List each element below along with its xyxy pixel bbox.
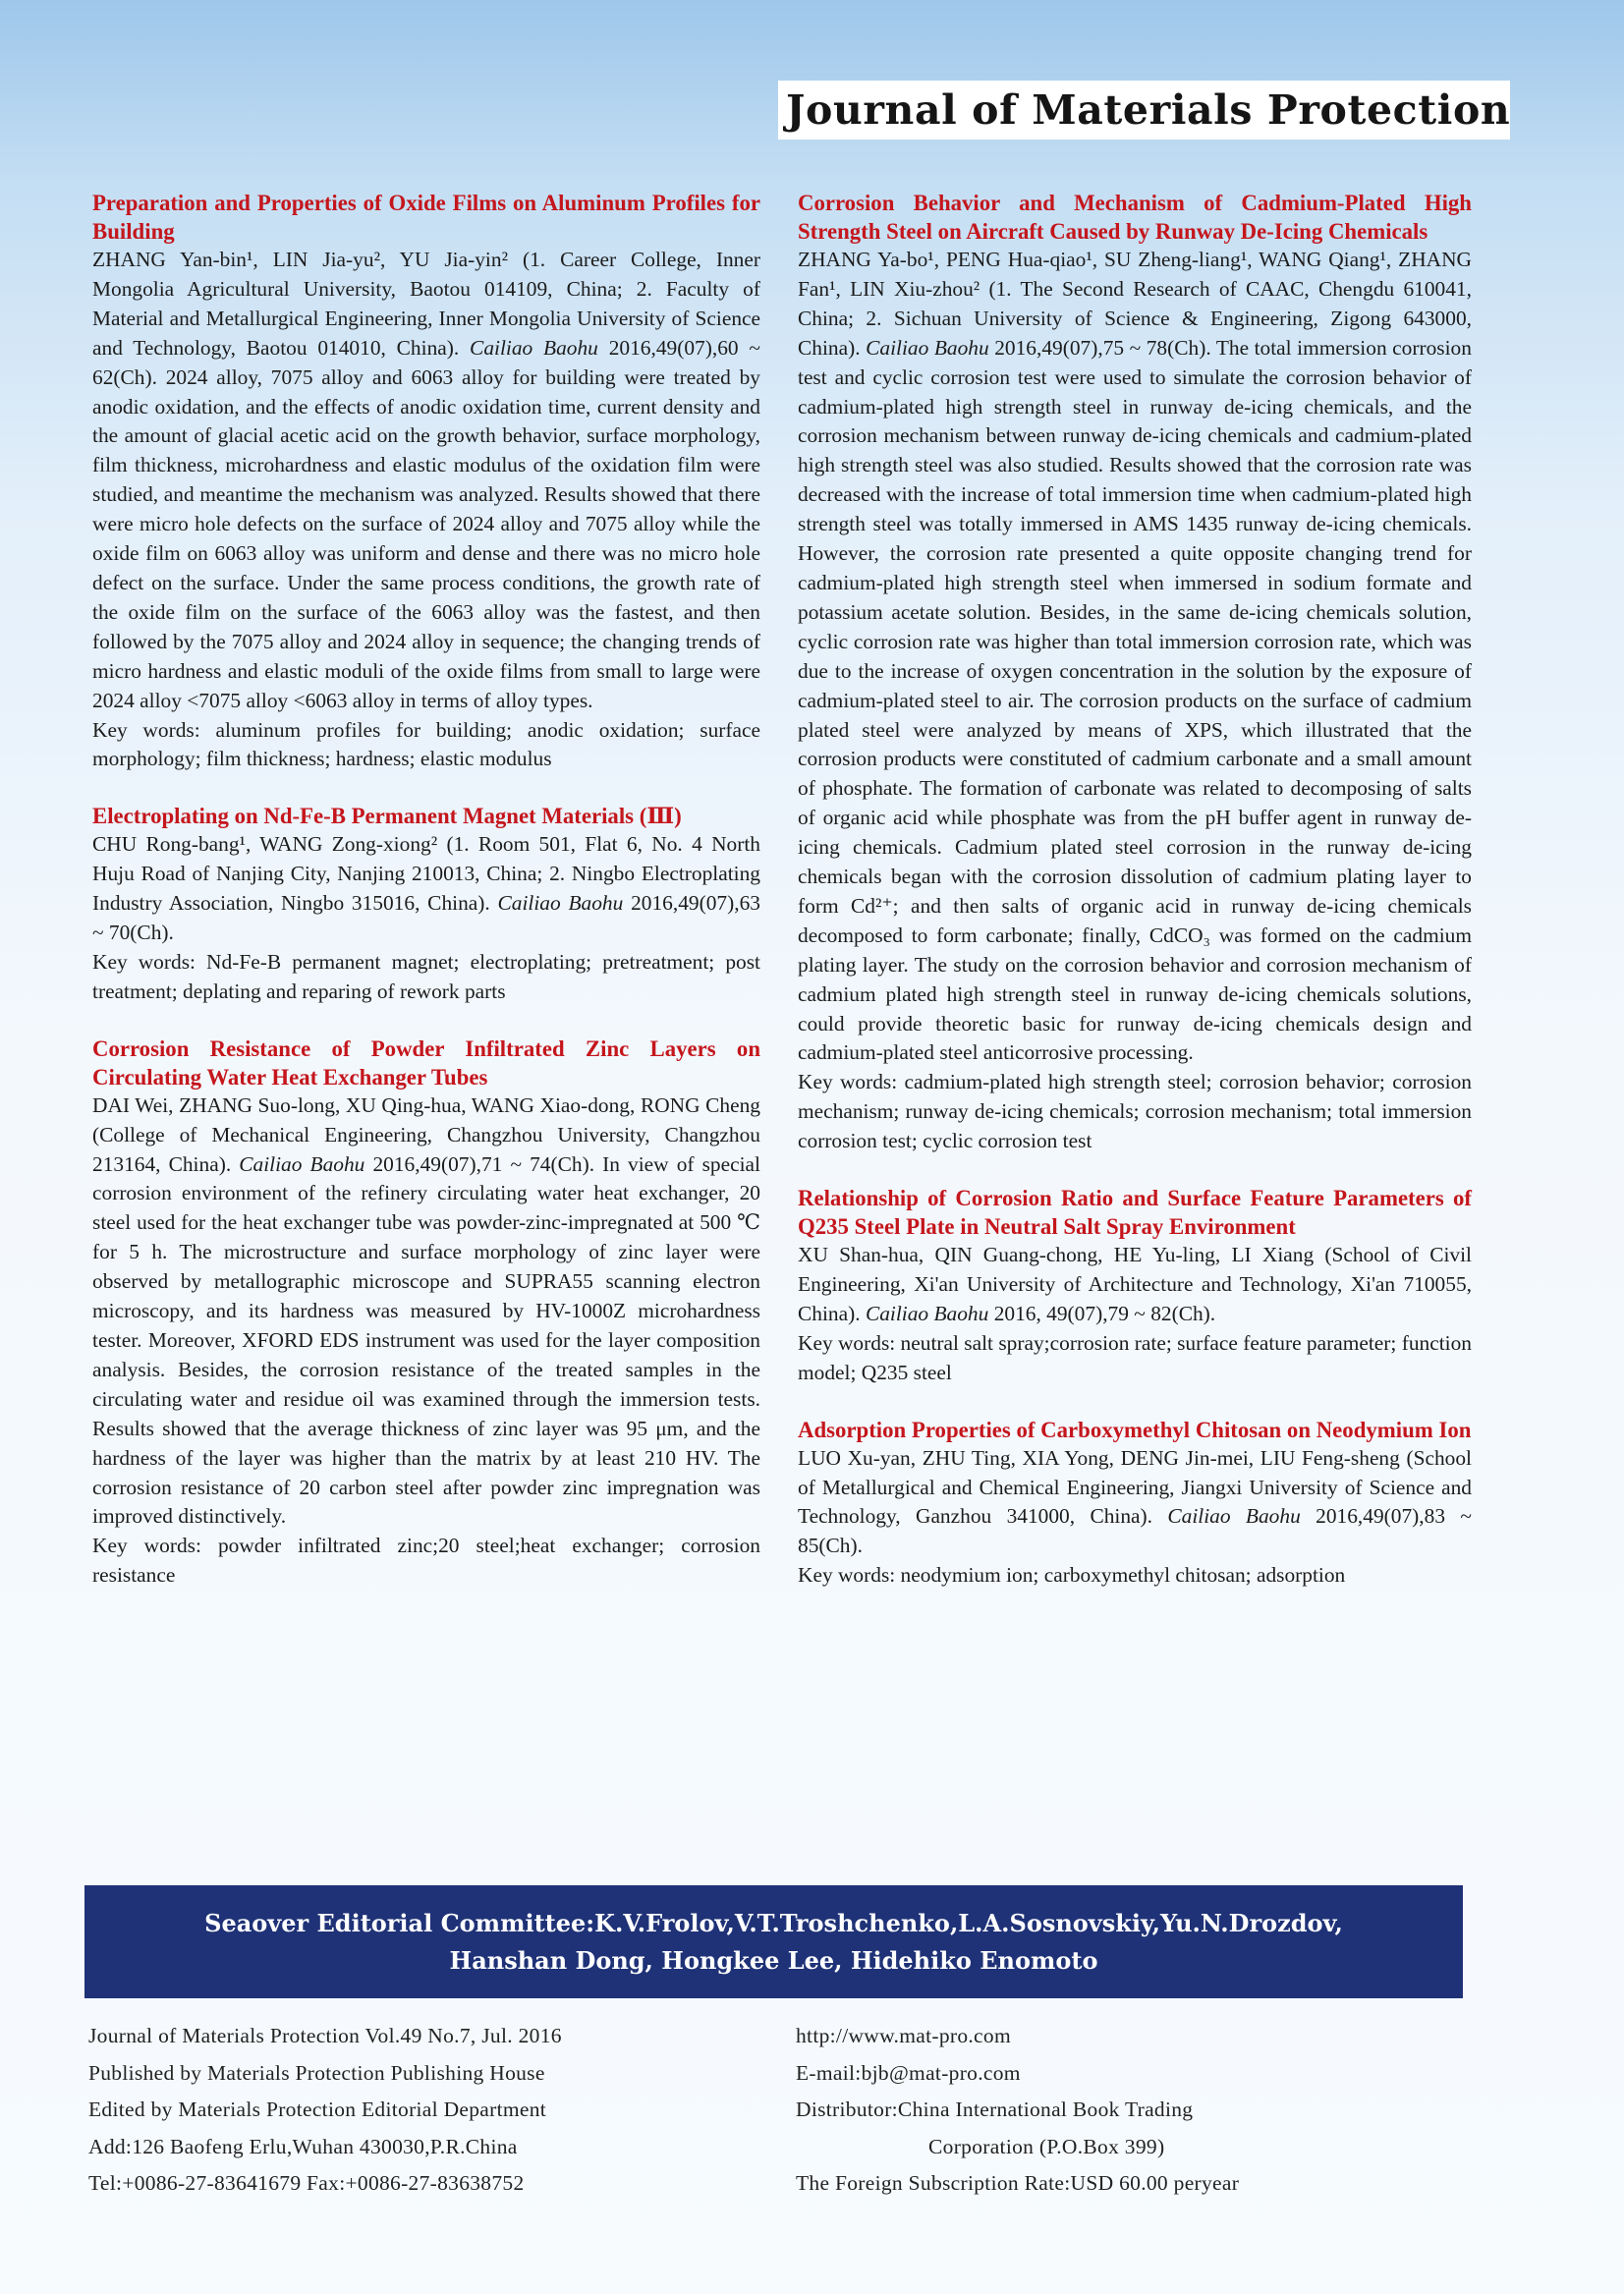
- article-source: Cailiao Baohu: [865, 1301, 989, 1325]
- article-source: Cailiao Baohu: [1167, 1504, 1301, 1529]
- banner-line: Seaover Editorial Committee:K.V.Frolov,V.T.Troshchenko,L.A.Sosnovskiy,Yu.N.Drozdov,: [204, 1908, 1343, 1937]
- article-citation: 2016,49(07),75 ~ 78(Ch).: [994, 335, 1211, 360]
- article-title: Adsorption Properties of Carboxymethyl Chitosan on Neodymium Ion: [798, 1417, 1472, 1442]
- article-citation: 2016,49(07),83 ~ 85(Ch).: [798, 1504, 1472, 1558]
- article-source: Cailiao Baohu: [239, 1151, 365, 1176]
- footer-line: Journal of Materials Protection Vol.49 No.7, Jul. 2016: [88, 2024, 562, 2047]
- article-abstract: In view of special corrosion environment of the refinery circulating water heat exchanger, 20 steel used for the heat exchanger tube was powder-zinc-impregnated at 500 ℃ for 5 h. The microstructure and surface morphology of zinc layer were observed by metallographic microscope and SUPRA55 scanning electron microscopy, and its hardness was measured by HV-1000Z microhardness tester. Moreover, XFORD EDS instrument was used for the layer composition analysis. Besides, the corrosion resistance of the treated samples in the circulating water and residue oil was examined through the immersion tests. Results showed that the average thickness of zinc layer was 95 μm, and the hardness of the layer was higher than the matrix by at least 210 HV. The corrosion resistance of 20 carbon steel after powder zinc impregnation was improved distinctively.: [92, 1151, 760, 1529]
- footer-line: Published by Materials Protection Publishing House: [88, 2060, 545, 2085]
- article-body: [92, 1091, 760, 1533]
- article-authors: ZHANG Yan-bin¹, LIN Jia-yu², YU Jia-yin² (1. Career College, Inner Mongolia Agricultural University, Baotou 014109, China; 2. Faculty of Material and Metallurgical Engineering, Inner Mongolia University of Science and Technology, Baotou 014010, China).: [92, 248, 760, 360]
- footer-line: Corporation (P.O.Box 399): [928, 2134, 1165, 2158]
- footer-line: Distributor:China International Book Trading: [796, 2098, 1194, 2122]
- footer-line: Edited by Materials Protection Editorial Department: [88, 2098, 547, 2122]
- article-title: Corrosion Behavior and Mechanism of Cadmium-Plated High Strength Steel on Aircraft Caused by Runway De-Icing Chemicals: [798, 191, 1472, 244]
- article-body: [92, 830, 760, 948]
- article-abstract: 2024 alloy, 7075 alloy and 6063 alloy for building were treated by anodic oxidation, and the effects of anodic oxidation time, current density and the amount of glacial acetic acid on the growth behavior, surface morphology, film thickness, microhardness and elastic modulus of the oxidation film were studied, and meantime the mechanism was analyzed. Results showed that there were micro hole defects on the surface of 2024 alloy and 7075 alloy while the oxide film on 6063 alloy was uniform and dense and there was no micro hole defect on the surface. Under the same process conditions, the growth rate of the oxide film on the surface of the 6063 alloy was the fastest, and then followed by the 7075 alloy and 2024 alloy in sequence; the changing trends of micro hardness and elastic moduli of the oxide films from small to large were 2024 alloy <7075 alloy <6063 alloy in terms of alloy types.: [92, 364, 760, 712]
- article-authors: LUO Xu-yan, ZHU Ting, XIA Yong, DENG Jin-mei, LIU Feng-sheng (School of Metallurgical and Chemical Engineering, Jiangxi University of Science and Technology, Ganzhou 341000, China).: [798, 1445, 1472, 1529]
- article-body: [798, 1444, 1472, 1562]
- article-source: Cailiao Baohu: [470, 335, 598, 360]
- footer-website-link[interactable]: http://www.mat-pro.com: [796, 2024, 1011, 2047]
- article: [798, 1416, 1472, 1592]
- article-authors: XU Shan-hua, QIN Guang-chong, HE Yu-ling, LI Xiang (School of Civil Engineering, Xi'an University of Architecture and Technology, Xi'an 710055, China).: [798, 1243, 1472, 1325]
- article-title: Preparation and Properties of Oxide Films on Aluminum Profiles for Building: [92, 191, 760, 244]
- footer-contact-info: [796, 2018, 1484, 2203]
- article-citation: 2016, 49(07),79 ~ 82(Ch).: [993, 1301, 1216, 1325]
- article-citation: 2016,49(07),63 ~ 70(Ch).: [92, 891, 760, 945]
- editorial-committee-banner: [84, 1885, 1463, 1998]
- article-title: Corrosion Resistance of Powder Infiltrated Zinc Layers on Circulating Water Heat Exchanger Tubes: [92, 1035, 760, 1090]
- article-keywords: Key words: powder infiltrated zinc;20 steel;heat exchanger; corrosion resistance: [92, 1534, 760, 1588]
- article-body: [92, 246, 760, 716]
- article-citation: 2016,49(07),60 ~ 62(Ch).: [92, 335, 760, 389]
- footer-line: Tel:+0086-27-83641679 Fax:+0086-27-83638752: [88, 2171, 525, 2196]
- right-column: [798, 189, 1472, 1618]
- article: [92, 1035, 760, 1591]
- footer-email-link[interactable]: E-mail:bjb@mat-pro.com: [796, 2060, 1021, 2085]
- article: [798, 1184, 1472, 1388]
- article-title: Electroplating on Nd-Fe-B Permanent Magnet Materials (Ⅲ): [92, 804, 682, 829]
- article: [92, 189, 760, 774]
- journal-title: Journal of Materials Protection: [778, 81, 1510, 140]
- article-keywords: Key words: neutral salt spray;corrosion rate; surface feature parameter; function model; Q235 steel: [798, 1330, 1472, 1384]
- article-authors: DAI Wei, ZHANG Suo-long, XU Qing-hua, WANG Xiao-dong, RONG Cheng (College of Mechanical Engineering, Changzhou University, Changzhou 213164, China).: [92, 1092, 760, 1176]
- banner-line: Hanshan Dong, Hongkee Lee, Hidehiko Enomoto: [449, 1945, 1098, 1975]
- article-authors: CHU Rong-bang¹, WANG Zong-xiong² (1. Room 501, Flat 6, No. 4 North Huju Road of Nanjing City, Nanjing 210013, China; 2. Ningbo Electroplating Industry Association, Ningbo 315016, China).: [92, 832, 760, 916]
- article-source: Cailiao Baohu: [497, 891, 624, 916]
- article-abstract: The total immersion corrosion test and cyclic corrosion test were used to simulate the corrosion behavior of cadmium-plated high strength steel in runway de-icing chemicals, and the corrosion mechanism between runway de-icing chemicals and cadmium-plated high strength steel was also studied. Results showed that the corrosion rate was decreased with the increase of total immersion time when cadmium-plated high strength steel was totally immersed in AMS 1435 runway de-icing chemicals. However, the corrosion rate presented a quite opposite changing trend for cadmium-plated high strength steel when immersed in sodium formate and potassium acetate solution. Besides, in the same de-icing chemicals solution, cyclic corrosion rate was higher than total immersion corrosion rate, which was due to the increase of oxygen concentration in the solution by the exposure of cadmium-plated steel to air. The corrosion products on the surface of cadmium plated steel were analyzed by means of XPS, which illustrated that the corrosion products were constituted of cadmium carbonate and a small amount of phosphate. The formation of carbonate was related to decomposing of salts of organic acid while phosphate was from the pH buffer agent in runway de-icing chemicals. Cadmium plated steel corrosion in the runway de-icing chemicals began with the corrosion dissolution of cadmium plating layer to form Cd²⁺; and then salts of organic acid in runway de-icing chemicals decomposed to form carbonate; finally, CdCO₃ was formed on the cadmium plating layer. The study on the corrosion behavior and corrosion mechanism of cadmium plated high strength steel in runway de-icing chemicals solutions, could provide theoretic basic for runway de-icing chemicals design and cadmium-plated steel anticorrosive processing.: [798, 335, 1472, 1065]
- article-source: Cailiao Baohu: [866, 335, 989, 360]
- article-body: [798, 1241, 1472, 1329]
- footer-line: Add:126 Baofeng Erlu,Wuhan 430030,P.R.China: [88, 2134, 518, 2158]
- article: [798, 189, 1472, 1156]
- article-title: Relationship of Corrosion Ratio and Surface Feature Parameters of Q235 Steel Plate in Neutral Salt Spray Environment: [798, 1186, 1472, 1240]
- article: [92, 802, 760, 1006]
- footer-line: The Foreign Subscription Rate:USD 60.00 peryear: [796, 2171, 1240, 2196]
- article-keywords: Key words: Nd-Fe-B permanent magnet; electroplating; pretreatment; post treatment; deplating and reparing of rework parts: [92, 949, 760, 1003]
- article-keywords: Key words: aluminum profiles for building; anodic oxidation; surface morphology; film thickness; hardness; elastic modulus: [92, 717, 760, 771]
- article-body: [798, 246, 1472, 1068]
- footer-publication-info: [88, 2018, 776, 2203]
- left-column: [92, 189, 760, 1618]
- article-keywords: Key words: cadmium-plated high strength steel; corrosion behavior; corrosion mechanism; runway de-icing chemicals; corrosion mechanism; total immersion corrosion test; cyclic corrosion test: [798, 1070, 1472, 1153]
- article-authors: ZHANG Ya-bo¹, PENG Hua-qiao¹, SU Zheng-liang¹, WANG Qiang¹, ZHANG Fan¹, LIN Xiu-zhou² (1. The Second Research of CAAC, Chengdu 610041, China; 2. Sichuan University of Science & Engineering, Zigong 643000, China).: [798, 248, 1472, 360]
- article-citation: 2016,49(07),71 ~ 74(Ch).: [372, 1151, 595, 1176]
- article-keywords: Key words: neodymium ion; carboxymethyl chitosan; adsorption: [798, 1563, 1346, 1588]
